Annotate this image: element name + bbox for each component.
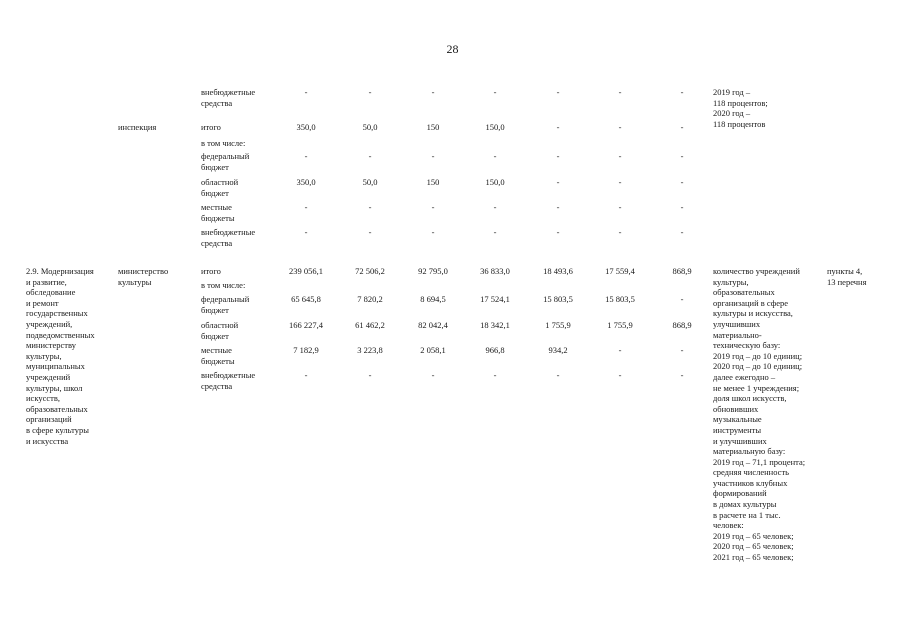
amount-cell: - — [680, 177, 684, 187]
amount-cell: 934,2 — [548, 345, 568, 355]
funding-source-label: внебюджетные средства — [201, 227, 256, 248]
amount-cell: - — [493, 151, 497, 161]
amount-cell: - — [431, 151, 435, 161]
amount-cell: 7 182,9 — [293, 345, 319, 355]
amount-cell: 1 755,9 — [607, 320, 633, 330]
amount-cell: - — [680, 345, 684, 355]
amount-cell: - — [618, 227, 622, 237]
amount-cell: - — [431, 87, 435, 97]
reference-cell: пункты 4, 13 перечня — [827, 266, 867, 287]
amount-cell: - — [368, 227, 372, 237]
executor-cell: министерство культуры — [118, 266, 169, 287]
funding-source-label: внебюджетные средства — [201, 370, 256, 391]
amount-cell: 2 058,1 — [420, 345, 446, 355]
amount-cell: 239 056,1 — [289, 266, 323, 276]
amount-cell: - — [304, 87, 308, 97]
funding-source-label: внебюджетные средства — [201, 87, 256, 108]
funding-source-label: в том числе: — [201, 280, 246, 290]
amount-cell: - — [556, 202, 560, 212]
amount-cell: - — [493, 227, 497, 237]
amount-cell: 150 — [426, 177, 440, 187]
amount-cell: - — [556, 227, 560, 237]
amount-cell: - — [304, 227, 308, 237]
amount-cell: - — [618, 177, 622, 187]
amount-cell: - — [680, 294, 684, 304]
amount-cell: - — [493, 87, 497, 97]
amount-cell: - — [680, 227, 684, 237]
amount-cell: 7 820,2 — [357, 294, 383, 304]
funding-source-label: в том числе: — [201, 138, 246, 148]
amount-cell: - — [431, 227, 435, 237]
amount-cell: 1 755,9 — [545, 320, 571, 330]
amount-cell: - — [618, 87, 622, 97]
amount-cell: 15 803,5 — [543, 294, 573, 304]
amount-cell: - — [680, 370, 684, 380]
amount-cell: 18 493,6 — [543, 266, 573, 276]
amount-cell: 92 795,0 — [418, 266, 448, 276]
result-indicator-cell: 2019 год – 118 процентов; 2020 год – 118 процентов — [713, 87, 768, 129]
amount-cell: - — [368, 87, 372, 97]
amount-cell: - — [304, 151, 308, 161]
result-indicator-cell: количество учреждений культуры, образовательных организаций в сфере культуры и искусства, улучшивших материально- техническую базу: 2019 год – до 10 единиц; 2020 год – до 10 единиц; далее ежегодно – не менее 1 учреждения; доля школ искусств, обновивших музыкальные инструменты и улучшивших материальную базу: 2019 год – 71,1 процента; средняя численность участников клубных формирований в домах культуры в расчете на 1 тыс. человек: 2019 год – 65 человек; 2020 год – 65 человек; 2021 год – 65 человек; — [713, 266, 806, 563]
amount-cell: - — [618, 345, 622, 355]
amount-cell: - — [431, 370, 435, 380]
amount-cell: 150,0 — [485, 122, 505, 132]
amount-cell: - — [618, 202, 622, 212]
funding-source-label: областной бюджет — [201, 320, 239, 341]
amount-cell: 72 506,2 — [355, 266, 385, 276]
amount-cell: - — [618, 151, 622, 161]
amount-cell: 50,0 — [362, 177, 378, 187]
funding-source-label: федеральный бюджет — [201, 294, 250, 315]
amount-cell: 868,9 — [672, 266, 692, 276]
amount-cell: - — [431, 202, 435, 212]
funding-source-label: местные бюджеты — [201, 202, 235, 223]
amount-cell: - — [556, 87, 560, 97]
measure-name-cell: 2.9. Модернизация и развитие, обследование и ремонт государственных учреждений, подведомственных министерству культуры, муниципальных учреждений культуры, школ искусств, образовательных организаций в сфере культуры и искусства — [26, 266, 95, 446]
amount-cell: 3 223,8 — [357, 345, 383, 355]
amount-cell: - — [680, 151, 684, 161]
amount-cell: 868,9 — [672, 320, 692, 330]
amount-cell: 18 342,1 — [480, 320, 510, 330]
amount-cell: 65 645,8 — [291, 294, 321, 304]
amount-cell: - — [368, 151, 372, 161]
amount-cell: 17 559,4 — [605, 266, 635, 276]
amount-cell: - — [556, 370, 560, 380]
amount-cell: 8 694,5 — [420, 294, 446, 304]
amount-cell: - — [368, 370, 372, 380]
amount-cell: - — [556, 151, 560, 161]
amount-cell: 150,0 — [485, 177, 505, 187]
amount-cell: 150 — [426, 122, 440, 132]
amount-cell: 350,0 — [296, 122, 316, 132]
amount-cell: 36 833,0 — [480, 266, 510, 276]
amount-cell: 17 524,1 — [480, 294, 510, 304]
amount-cell: 61 462,2 — [355, 320, 385, 330]
amount-cell: 966,8 — [485, 345, 505, 355]
amount-cell: - — [618, 370, 622, 380]
amount-cell: - — [493, 202, 497, 212]
amount-cell: 15 803,5 — [605, 294, 635, 304]
amount-cell: - — [368, 202, 372, 212]
funding-source-label: местные бюджеты — [201, 345, 235, 366]
amount-cell: 50,0 — [362, 122, 378, 132]
amount-cell: - — [680, 122, 684, 132]
funding-source-label: итого — [201, 266, 221, 276]
amount-cell: - — [304, 202, 308, 212]
amount-cell: - — [556, 177, 560, 187]
amount-cell: 82 042,4 — [418, 320, 448, 330]
amount-cell: - — [556, 122, 560, 132]
funding-source-label: федеральный бюджет — [201, 151, 250, 172]
amount-cell: - — [680, 202, 684, 212]
amount-cell: 350,0 — [296, 177, 316, 187]
amount-cell: 166 227,4 — [289, 320, 323, 330]
amount-cell: - — [618, 122, 622, 132]
amount-cell: - — [493, 370, 497, 380]
executor-cell: инспекция — [118, 122, 157, 132]
amount-cell: - — [304, 370, 308, 380]
funding-source-label: областной бюджет — [201, 177, 239, 198]
amount-cell: - — [680, 87, 684, 97]
funding-source-label: итого — [201, 122, 221, 132]
page-number: 28 — [446, 42, 459, 56]
